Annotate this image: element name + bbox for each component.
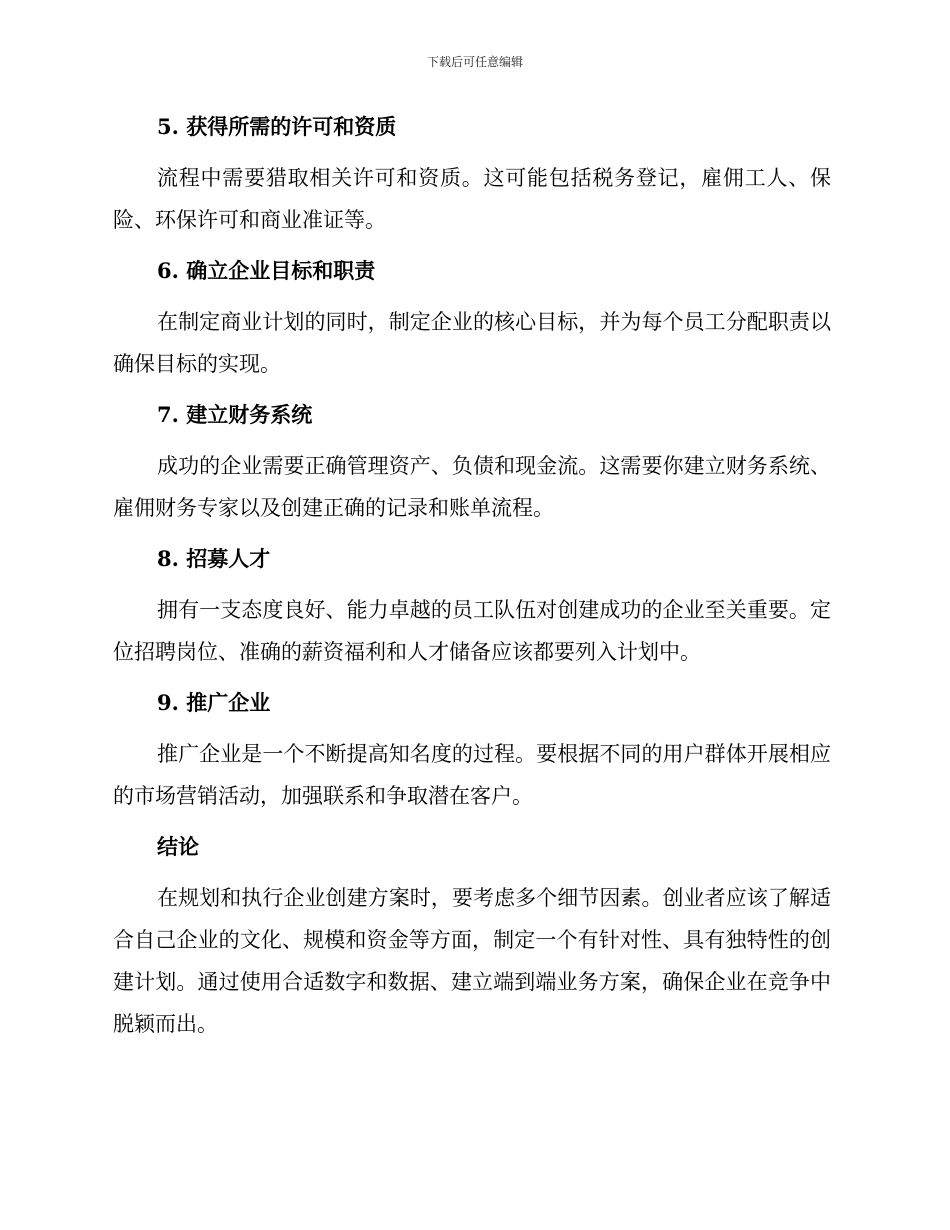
section-paragraph: 在制定商业计划的同时，制定企业的核心目标，并为每个员工分配职责以确保目标的实现。 [113, 310, 831, 376]
section-heading: 7. 建立财务系统 [157, 402, 313, 427]
section-goals [113, 252, 831, 385]
section-paragraph: 流程中需要猎取相关许可和资质。这可能包括税务登记，雇佣工人、保险、环保许可和商业准证等。 [113, 166, 831, 232]
section-paragraph: 在规划和执行企业创建方案时，要考虑多个细节因素。创业者应该了解适合自己企业的文化、规模和资金等方面，制定一个有针对性、具有独特性的创建计划。通过使用合适数字和数据、建立端到端业务方案，确保企业在竞争中脱颖而出。 [113, 886, 831, 1036]
section-finance [113, 396, 831, 529]
page-header-note: 下载后可任意编辑 [426, 55, 523, 69]
section-heading: 8. 招募人才 [157, 546, 271, 571]
section-heading: 6. 确立企业目标和职责 [157, 258, 376, 283]
section-heading: 结论 [157, 834, 199, 859]
section-heading: 5. 获得所需的许可和资质 [157, 114, 397, 139]
section-paragraph: 推广企业是一个不断提高知名度的过程。要根据不同的用户群体开展相应的市场营销活动，加强联系和争取潜在客户。 [113, 742, 831, 808]
document-body [113, 108, 831, 1056]
section-paragraph: 成功的企业需要正确管理资产、负债和现金流。这需要你建立财务系统、雇佣财务专家以及创建正确的记录和账单流程。 [113, 454, 831, 520]
section-paragraph: 拥有一支态度良好、能力卓越的员工队伍对创建成功的企业至关重要。定位招聘岗位、准确的薪资福利和人才储备应该都要列入计划中。 [113, 598, 831, 664]
section-conclusion [113, 828, 831, 1045]
section-promotion [113, 684, 831, 817]
section-heading: 9. 推广企业 [157, 690, 271, 715]
section-recruiting [113, 540, 831, 673]
section-permits [113, 108, 831, 241]
